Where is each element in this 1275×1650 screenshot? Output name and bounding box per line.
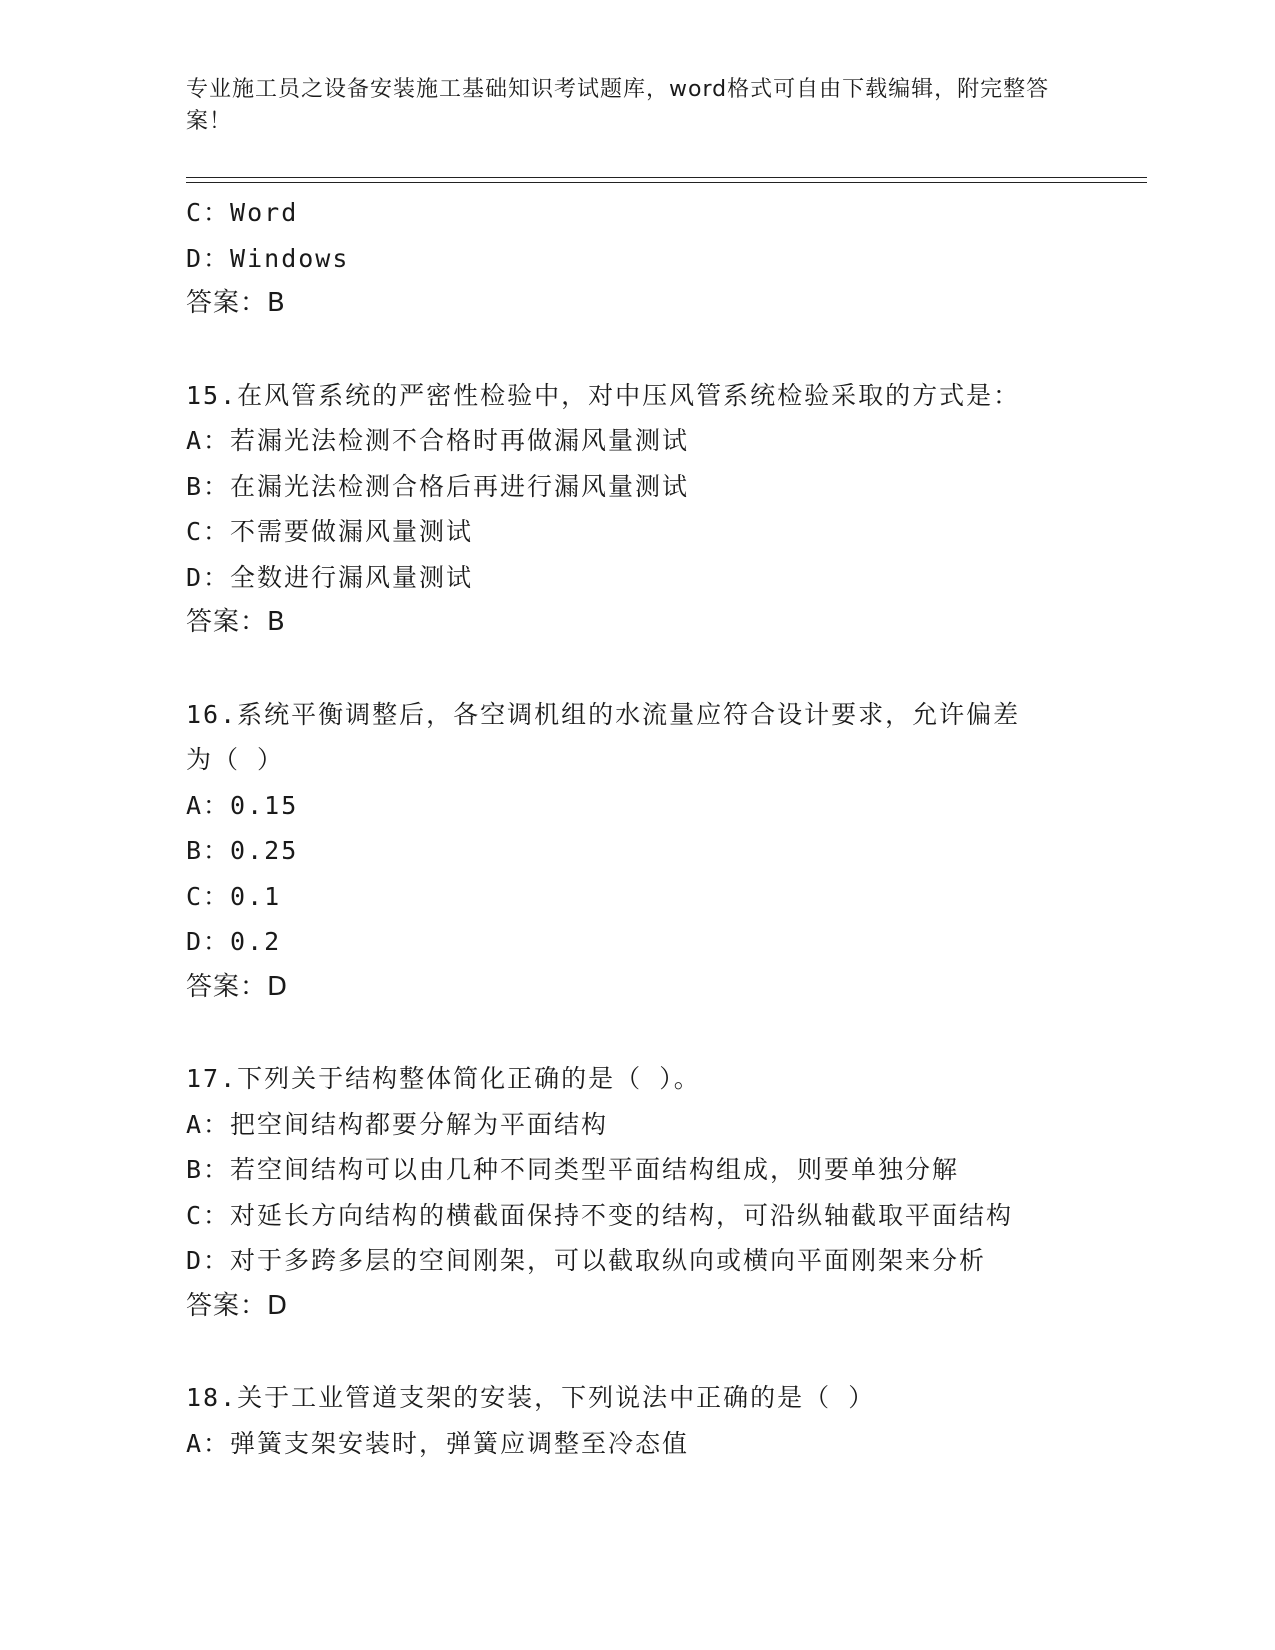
header-text: 专业施工员之设备安装施工基础知识考试题库，word格式可自由下载编辑，附完整答案！ xyxy=(186,77,1050,134)
header-divider-top xyxy=(186,177,1147,178)
option-a: A：若漏光法检测不合格时再做漏风量测试 xyxy=(186,426,690,455)
question-block-16 xyxy=(186,692,1086,1011)
question-text-continued: 为（ ） xyxy=(186,745,285,774)
spacer xyxy=(186,1329,1086,1375)
spacer xyxy=(186,1010,1086,1056)
spacer xyxy=(186,646,1086,692)
question-text: 18.关于工业管道支架的安装，下列说法中正确的是（ ） xyxy=(186,1383,876,1412)
question-block-17 xyxy=(186,1056,1086,1329)
option-c: C：0.1 xyxy=(186,881,282,911)
option-a: A：把空间结构都要分解为平面结构 xyxy=(186,1109,609,1139)
option-b: B：若空间结构可以由几种不同类型平面结构组成，则要单独分解 xyxy=(186,1155,960,1184)
answer-label: 答案：D xyxy=(186,971,289,1002)
question-text: 16.系统平衡调整后，各空调机组的水流量应符合设计要求，允许偏差 xyxy=(186,699,1021,729)
question-text: 15.在风管系统的严密性检验中，对中压风管系统检验采取的方式是： xyxy=(186,380,1021,410)
option-b: B：0.25 xyxy=(186,836,299,865)
question-block-prev xyxy=(186,190,1086,327)
option-c: C：不需要做漏风量测试 xyxy=(186,517,474,546)
answer-label: 答案：D xyxy=(186,1290,289,1321)
question-list xyxy=(186,190,1086,1466)
option-c: C：对延长方向结构的横截面保持不变的结构，可沿纵轴截取平面结构 xyxy=(186,1200,1014,1230)
question-text: 17.下列关于结构整体简化正确的是（ ）。 xyxy=(186,1064,701,1093)
option-c: C：Word xyxy=(186,198,299,227)
answer-label: 答案：B xyxy=(186,607,286,637)
option-d: D：对于多跨多层的空间刚架，可以截取纵向或横向平面刚架来分析 xyxy=(186,1246,987,1275)
question-block-15 xyxy=(186,373,1086,646)
spacer xyxy=(186,327,1086,373)
option-d: D：全数进行漏风量测试 xyxy=(186,562,474,592)
option-d: D：0.2 xyxy=(186,927,282,956)
document-header xyxy=(186,74,1066,138)
option-a: A：0.15 xyxy=(186,790,299,820)
answer-label: 答案：B xyxy=(186,288,286,318)
option-b: B：在漏光法检测合格后再进行漏风量测试 xyxy=(186,471,690,501)
question-block-18 xyxy=(186,1375,1086,1466)
header-divider-bottom xyxy=(186,182,1147,183)
option-d: D：Windows xyxy=(186,243,350,273)
option-a: A：弹簧支架安装时，弹簧应调整至冷态值 xyxy=(186,1428,690,1458)
